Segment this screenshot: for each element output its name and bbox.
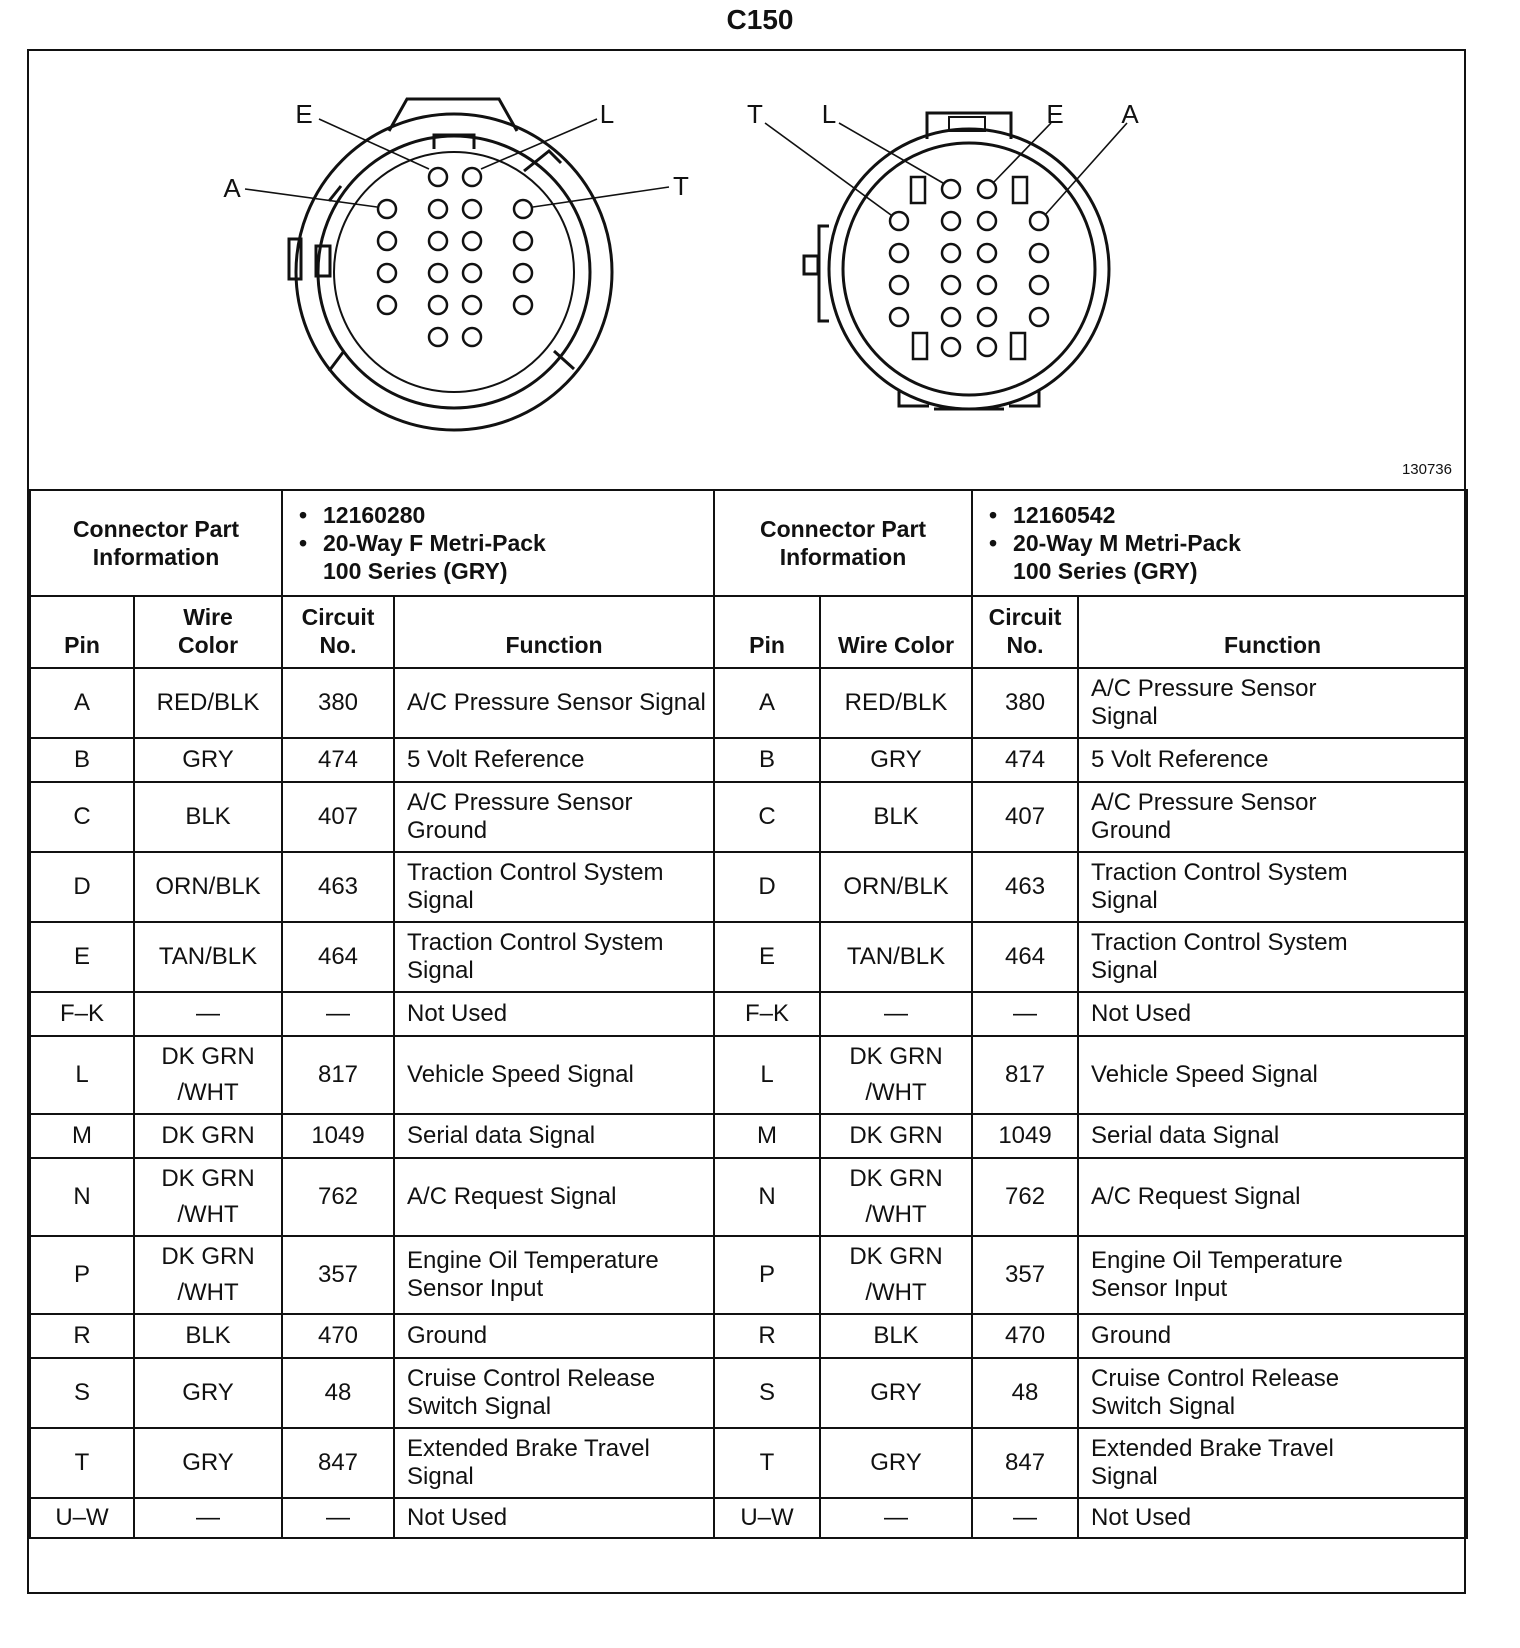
wire-color-cell [820,852,972,922]
pin-cell [714,1498,820,1538]
wire-color-cell-text: DK GRN [161,1243,255,1270]
function-cell-text: 5 Volt Reference [407,746,585,773]
pin-cell [30,668,134,738]
function-cell [394,738,714,782]
table-row [30,738,1467,782]
wire-color-cell-text: — [884,1504,909,1531]
pin-cell-text: U–W [740,1504,794,1531]
wire-color-cell-text: DK GRN [849,1243,943,1270]
pin-cell [30,1314,134,1358]
wire-color-cell-text: BLK [873,1322,919,1349]
function-cell [394,668,714,738]
function-cell-text: Not Used [1091,1000,1192,1027]
wire-color-cell [820,992,972,1036]
circuit-cell [972,738,1078,782]
function-cell [1078,738,1467,782]
function-cell-text: Signal [1091,957,1158,984]
circuit-cell [972,1428,1078,1498]
pin-cell-text: U–W [55,1504,109,1531]
function-cell-text: A/C Pressure Sensor [407,789,633,816]
wire-color-cell-text: TAN/BLK [158,943,258,970]
wire-color-cell-text: ORN/BLK [843,873,949,900]
wire-color-cell [820,1358,972,1428]
circuit-cell [282,922,394,992]
pin-cell-text: D [758,873,776,900]
wire-color-cell-text: /WHT [177,1079,239,1106]
wire-color-cell-text: BLK [873,803,919,830]
wire-color-cell [134,1358,282,1428]
function-cell [394,922,714,992]
circuit-cell-text: 847 [1005,1449,1046,1476]
wire-color-cell-text: /WHT [865,1279,927,1306]
function-cell [1078,782,1467,852]
pin-cell [30,922,134,992]
circuit-cell-text: — [1013,1504,1038,1531]
wire-color-cell-text: GRY [182,746,234,773]
function-cell-text: A/C Request Signal [407,1183,617,1210]
function-cell [394,1158,714,1236]
connector-description: • 20-Way F Metri-Pack [323,529,707,557]
circuit-cell [972,852,1078,922]
pin-cell [30,1236,134,1314]
wire-color-cell-text: GRY [870,746,922,773]
diagram-label-e: E [1046,99,1064,129]
circuit-cell-text: 474 [1005,746,1046,773]
header-function: Function [1078,596,1467,668]
wire-color-cell-text: RED/BLK [844,689,948,716]
wire-color-cell [820,922,972,992]
function-cell-text: Traction Control System [407,929,664,956]
wire-color-cell [820,1498,972,1538]
connector-description: • 20-Way M Metri-Pack [1013,529,1460,557]
circuit-cell [282,668,394,738]
wire-color-cell-text: DK GRN [161,1165,255,1192]
circuit-cell-text: — [1013,1000,1038,1027]
pin-cell-text: E [73,943,90,970]
function-cell-text: Signal [407,957,474,984]
wire-color-cell-text: DK GRN [849,1043,943,1070]
function-cell [394,1114,714,1158]
female-connector-face [289,99,615,488]
function-cell-text: A/C Pressure Sensor Signal [407,689,706,716]
wire-color-cell [820,668,972,738]
pin-cell [30,852,134,922]
pin-cell [30,1498,134,1538]
circuit-cell [972,782,1078,852]
connector-frame [27,49,1466,1594]
wire-color-cell [134,1114,282,1158]
function-cell [394,1498,714,1538]
connector-part-info [972,490,1467,596]
function-cell-text: Signal [407,887,474,914]
female-cavities [378,168,532,346]
wire-color-cell-text: DK GRN [161,1122,255,1149]
circuit-cell-text: 817 [1005,1061,1046,1088]
pin-cell-text: R [73,1322,91,1349]
table-row [30,1114,1467,1158]
wire-color-cell-text: GRY [870,1379,922,1406]
circuit-cell [282,852,394,922]
diagram-label-t: T [747,99,763,129]
function-cell [394,992,714,1036]
circuit-cell [282,992,394,1036]
function-cell-text: Ground [1091,817,1172,844]
table-row [30,992,1467,1036]
wire-color-cell [134,1314,282,1358]
pin-cell-text: B [759,746,776,773]
circuit-cell [972,1498,1078,1538]
header-circuit: Circuit No. [972,596,1078,668]
page-title: C150 [726,4,794,35]
function-cell-text: Traction Control System [407,859,664,886]
function-cell-text: Extended Brake Travel [407,1435,650,1462]
wire-color-cell [134,1498,282,1538]
function-cell [1078,1114,1467,1158]
wire-color-cell-text: GRY [870,1449,922,1476]
function-cell-text: Switch Signal [1091,1393,1236,1420]
wire-color-cell [820,1428,972,1498]
function-cell-text: Cruise Control Release [1091,1365,1340,1392]
wire-color-cell [134,852,282,922]
circuit-cell-text: 762 [317,1183,359,1210]
circuit-cell-text: 847 [317,1449,359,1476]
function-cell [1078,922,1467,992]
pin-cell [714,852,820,922]
circuit-cell [282,1036,394,1114]
function-cell-text: Vehicle Speed Signal [407,1061,634,1088]
function-cell [1078,1158,1467,1236]
wire-color-cell-text: /WHT [865,1079,927,1106]
function-cell [1078,1428,1467,1498]
function-cell-text: Ground [407,817,488,844]
pin-cell-text: R [758,1322,776,1349]
table-row [30,1498,1467,1538]
pin-cell-text: D [73,873,91,900]
diagram-label-l: L [599,99,615,129]
function-cell-text: Switch Signal [407,1393,552,1420]
pin-cell [30,1358,134,1428]
connector-series: 100 Series (GRY) [1013,558,1198,584]
pin-cell [714,1114,820,1158]
circuit-cell-text: 357 [1005,1261,1046,1288]
circuit-cell-text: 762 [1005,1183,1046,1210]
function-cell-text: Not Used [1091,1504,1192,1531]
female-leaders [245,119,669,207]
function-cell-text: A/C Request Signal [1091,1183,1301,1210]
circuit-cell-text: — [326,1504,351,1531]
wire-color-cell [134,782,282,852]
circuit-cell [972,668,1078,738]
table-row [30,668,1467,738]
circuit-cell [282,782,394,852]
wire-color-cell-text: — [884,1000,909,1027]
circuit-cell-text: 470 [317,1322,359,1349]
pin-cell [714,738,820,782]
wire-color-cell-text: BLK [185,803,231,830]
function-cell-text: Serial data Signal [407,1122,596,1149]
pin-cell [30,1158,134,1236]
circuit-cell-text: 1049 [998,1122,1052,1149]
circuit-cell [282,1114,394,1158]
header-wire-color: Wire Color [820,596,972,668]
circuit-cell-text: 407 [1005,803,1046,830]
pin-cell [30,1428,134,1498]
wire-color-cell-text: /WHT [177,1201,239,1228]
pin-cell [30,782,134,852]
pin-cell-text: P [759,1261,776,1288]
connector-series: 100 Series (GRY) [323,558,508,584]
pin-cell-text: S [73,1379,90,1406]
function-cell-text: Serial data Signal [1091,1122,1280,1149]
circuit-cell [972,922,1078,992]
function-cell-text: Signal [1091,1463,1158,1490]
wire-color-cell-text: DK GRN [849,1122,943,1149]
circuit-cell [972,1158,1078,1236]
function-cell-text: Traction Control System [1091,859,1348,886]
pin-cell-text: N [758,1183,776,1210]
circuit-cell-text: 463 [317,873,359,900]
pin-cell [30,738,134,782]
wire-color-cell-text: /WHT [177,1279,239,1306]
function-cell-text: Engine Oil Temperature [407,1247,659,1274]
function-cell [394,1358,714,1428]
header-wire-color: Wire Color [134,596,282,668]
diagram-label-t: T [673,171,689,201]
pinout-table [29,489,1468,1539]
function-cell [1078,1036,1467,1114]
function-cell [1078,992,1467,1036]
circuit-cell [282,1236,394,1314]
connector-diagram [29,51,1464,488]
function-cell-text: A/C Pressure Sensor [1091,675,1317,702]
header-pin: Pin [30,596,134,668]
wire-color-cell [134,668,282,738]
pin-cell-text: N [73,1183,91,1210]
circuit-cell-text: — [326,1000,351,1027]
circuit-cell-text: 464 [317,943,359,970]
function-cell [394,1236,714,1314]
pin-cell [30,1036,134,1114]
header-pin: Pin [714,596,820,668]
circuit-cell-text: 474 [317,746,359,773]
wire-color-cell [820,1114,972,1158]
wire-color-cell [134,1428,282,1498]
pin-cell [714,1236,820,1314]
function-cell [1078,1236,1467,1314]
pin-cell [714,922,820,992]
table-row [30,922,1467,992]
function-cell [394,1428,714,1498]
pin-cell-text: S [759,1379,776,1406]
circuit-cell [972,992,1078,1036]
function-cell-text: A/C Pressure Sensor [1091,789,1317,816]
circuit-cell-text: 357 [317,1261,359,1288]
function-cell-text: Traction Control System [1091,929,1348,956]
wire-color-cell [134,1036,282,1114]
part-number: • 12160280 [323,501,707,529]
function-cell [1078,852,1467,922]
circuit-cell [972,1314,1078,1358]
pin-cell-text: F–K [59,1000,104,1027]
diagram-label-l: L [821,99,837,129]
pin-cell-text: L [760,1061,774,1088]
pin-cell-text: A [759,689,776,716]
pin-cell [714,1036,820,1114]
function-cell-text: Sensor Input [407,1275,544,1302]
connector-info-label: Connector Part Information [30,490,282,596]
function-cell [394,1036,714,1114]
circuit-cell-text: 380 [1005,689,1046,716]
wire-color-cell [820,1036,972,1114]
circuit-cell-text: 407 [317,803,359,830]
function-cell [1078,1314,1467,1358]
circuit-cell-text: 1049 [311,1122,365,1149]
wire-color-cell [134,1236,282,1314]
pin-cell-text: B [73,746,90,773]
circuit-cell [282,1314,394,1358]
circuit-cell-text: 470 [1005,1322,1046,1349]
table-row [30,1428,1467,1498]
wire-color-cell [820,1314,972,1358]
pin-cell [714,1428,820,1498]
wire-color-cell-text: ORN/BLK [155,873,261,900]
pin-cell-text: C [758,803,776,830]
wire-color-cell-text: /WHT [865,1201,927,1228]
pin-cell-text: C [73,803,91,830]
wire-color-cell-text: TAN/BLK [846,943,946,970]
function-cell-text: 5 Volt Reference [1091,746,1269,773]
function-cell [1078,1358,1467,1428]
circuit-cell-text: 463 [1005,873,1046,900]
function-cell-text: Not Used [407,1504,508,1531]
wire-color-cell [820,782,972,852]
wire-color-cell [820,1158,972,1236]
function-cell-text: Signal [1091,887,1158,914]
wire-color-cell [134,992,282,1036]
circuit-cell [282,1358,394,1428]
function-cell [394,1314,714,1358]
male-cavities [890,177,1048,359]
circuit-cell [972,1236,1078,1314]
header-circuit: Circuit No. [282,596,394,668]
header-function: Function [394,596,714,668]
pin-cell-text: T [759,1449,775,1476]
pin-cell-text: A [73,689,90,716]
circuit-cell-text: 817 [317,1061,359,1088]
table-row [30,1236,1467,1314]
diagram-label-a: A [223,173,241,203]
wire-color-cell-text: RED/BLK [156,689,260,716]
wire-color-cell-text: DK GRN [161,1043,255,1070]
wire-color-cell [134,1158,282,1236]
figure-id: 130736 [1401,461,1452,478]
pin-cell-text: E [759,943,776,970]
wire-color-cell-text: BLK [185,1322,231,1349]
pin-cell [30,992,134,1036]
pin-cell-text: M [72,1122,92,1149]
circuit-cell-text: 380 [317,689,359,716]
circuit-cell [282,1428,394,1498]
table-row [30,1158,1467,1236]
pin-cell-text: T [74,1449,90,1476]
table-header-row [30,596,1467,668]
wire-color-cell-text: — [196,1504,220,1531]
function-cell-text: Engine Oil Temperature [1091,1247,1343,1274]
pin-cell-text: F–K [745,1000,790,1027]
pin-cell [714,668,820,738]
pin-cell [714,782,820,852]
table-row [30,852,1467,922]
circuit-cell [972,1114,1078,1158]
function-cell-text: Vehicle Speed Signal [1091,1061,1318,1088]
connector-info-row [30,490,1467,596]
pin-cell [30,1114,134,1158]
circuit-cell-text: 464 [1005,943,1046,970]
function-cell-text: Signal [407,1463,474,1490]
diagram-label-e: E [295,99,313,129]
wire-color-cell-text: — [196,1000,220,1027]
wire-color-cell-text: GRY [182,1379,234,1406]
wire-color-cell-text: GRY [182,1449,234,1476]
circuit-cell [282,1158,394,1236]
pin-cell [714,1358,820,1428]
circuit-cell-text: 48 [1011,1379,1039,1406]
pin-cell-text: L [75,1061,89,1088]
male-leaders [765,123,1127,215]
connector-part-info [282,490,714,596]
pin-cell-text: P [73,1261,90,1288]
wire-color-cell [820,738,972,782]
table-row [30,1314,1467,1358]
function-cell-text: Signal [1091,703,1158,730]
table-row [30,782,1467,852]
function-cell-text: Sensor Input [1091,1275,1228,1302]
diagram-label-a: A [1121,99,1139,129]
circuit-cell [972,1358,1078,1428]
part-number: • 12160542 [1013,501,1460,529]
circuit-cell [972,1036,1078,1114]
pin-cell [714,1158,820,1236]
connector-info-label: Connector Part Information [714,490,972,596]
function-cell-text: Not Used [407,1000,508,1027]
wire-color-cell [820,1236,972,1314]
function-cell-text: Extended Brake Travel [1091,1435,1334,1462]
function-cell [394,782,714,852]
pin-cell [714,1314,820,1358]
table-row [30,1358,1467,1428]
function-cell [1078,668,1467,738]
pin-cell [714,992,820,1036]
circuit-cell [282,1498,394,1538]
function-cell-text: Ground [1091,1322,1172,1349]
function-cell-text: Ground [407,1322,488,1349]
function-cell-text: Cruise Control Release [407,1365,656,1392]
wire-color-cell-text: DK GRN [849,1165,943,1192]
wire-color-cell [134,738,282,782]
pin-cell-text: M [757,1122,778,1149]
circuit-cell-text: 48 [324,1379,352,1406]
function-cell [1078,1498,1467,1538]
circuit-cell [282,738,394,782]
function-cell [394,852,714,922]
table-row [30,1036,1467,1114]
wire-color-cell [134,922,282,992]
